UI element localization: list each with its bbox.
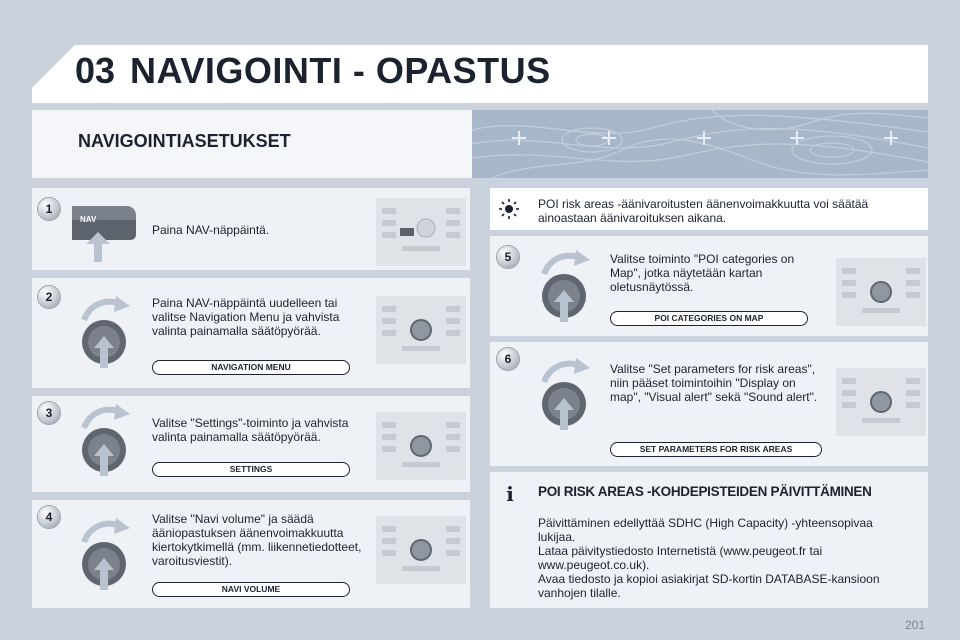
settings-label: SETTINGS (152, 462, 350, 477)
radio-panel-illustration (376, 198, 466, 266)
step-1-text: Paina NAV-näppäintä. (152, 223, 270, 237)
radio-panel-illustration (376, 296, 466, 364)
step-4-badge: 4 (38, 506, 60, 528)
set-parameters-label: SET PARAMETERS FOR RISK AREAS (610, 442, 822, 457)
step-2-badge: 2 (38, 286, 60, 308)
section-title: NAVIGOINTIASETUKSET (78, 131, 291, 151)
info-title: POI RISK AREAS -KOHDEPISTEIDEN PÄIVITTÄMINEN (538, 484, 872, 499)
chapter-number: 03 (75, 50, 116, 91)
poi-categories-label: POI CATEGORIES ON MAP (610, 311, 808, 326)
navigation-menu-label: NAVIGATION MENU (152, 360, 350, 375)
info-text-3: Avaa tiedosto ja kopioi asiakirjat SD-kortin DATABASE-kansioon vanhojen tilalle. (538, 572, 880, 600)
page-number: 201 (905, 618, 926, 632)
radio-panel-illustration (836, 368, 926, 436)
step-6-badge: 6 (497, 348, 519, 370)
step-6-text: Valitse "Set parameters for risk areas", niin pääset toimintoihin "Display on map", "Visual alert" sekä "Sound alert". (610, 362, 818, 404)
radio-panel-illustration (836, 258, 926, 326)
bulb-icon (498, 198, 520, 220)
info-text-2: Lataa päivitystiedosto Internetistä (www.peugeot.fr tai www.peugeot.co.uk). (538, 544, 823, 572)
page-title: NAVIGOINTI - OPASTUS (130, 50, 551, 91)
step-1-badge: 1 (38, 198, 60, 220)
rotary-knob-icon (536, 354, 596, 434)
nav-button-label: NAV (80, 215, 97, 224)
step-5-badge: 5 (497, 246, 519, 268)
step-2-text: Paina NAV-näppäintä uudelleen tai valitse Navigation Menu ja vahvista valinta painamalla säätöpyörää. (152, 296, 340, 338)
topographic-map-decoration (472, 110, 928, 178)
rotary-knob-icon (76, 292, 136, 372)
navi-volume-label: NAVI VOLUME (152, 582, 350, 597)
step-5-text: Valitse toiminto "POI categories on Map", jotka näytetään kartan oletusnäytössä. (610, 252, 795, 294)
rotary-knob-icon (76, 400, 136, 480)
nav-button-illustration (66, 196, 146, 266)
tip-text: POI risk areas -äänivaroitusten äänenvoimakkuutta voi säätää ainoastaan äänivaroituksen aikana. (538, 197, 869, 225)
radio-panel-illustration (376, 516, 466, 584)
info-text-1: Päivittäminen edellyttää SDHC (High Capacity) -yhteensopivaa lukijaa. (538, 516, 873, 544)
radio-panel-illustration (376, 412, 466, 480)
info-icon: i (506, 482, 514, 506)
rotary-knob-icon (536, 246, 596, 326)
header-corner (0, 0, 140, 110)
step-3-badge: 3 (38, 402, 60, 424)
step-4-text: Valitse "Navi volume" ja säädä ääniopastuksen äänenvoimakkuutta kiertokytkimellä (mm. liikennetiedotteet, varoitusviestit). (152, 512, 362, 568)
step-3-text: Valitse "Settings"-toiminto ja vahvista valinta painamalla säätöpyörää. (152, 416, 349, 444)
rotary-knob-icon (76, 514, 136, 594)
